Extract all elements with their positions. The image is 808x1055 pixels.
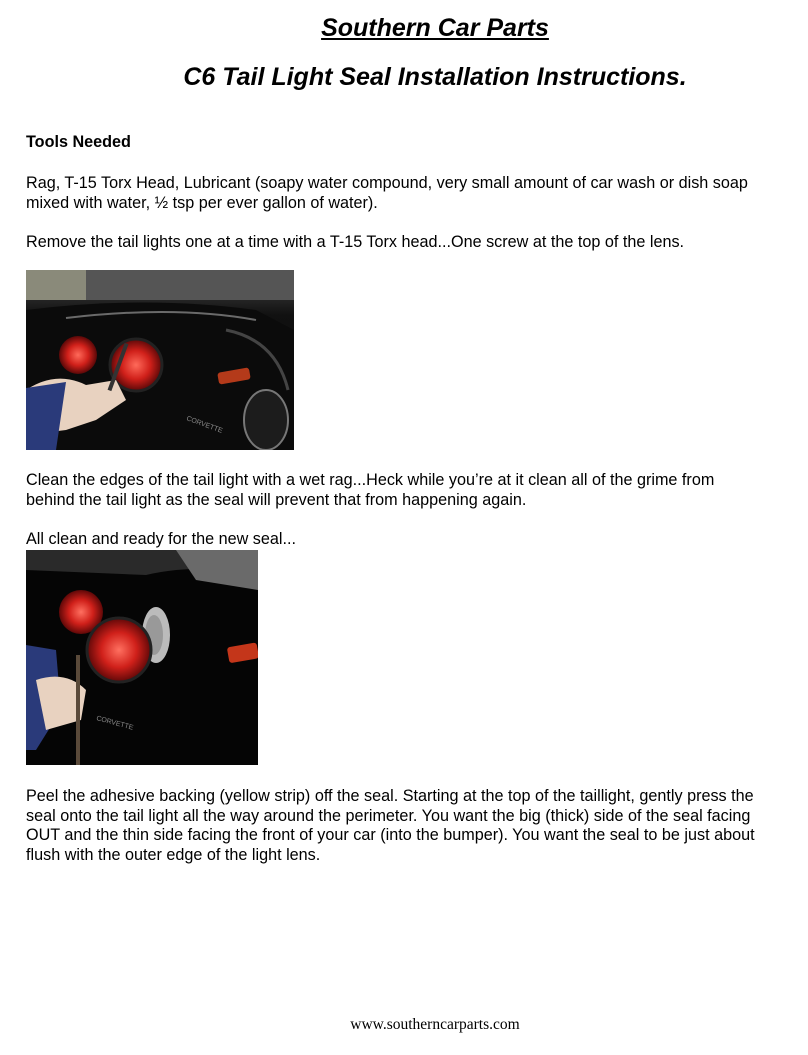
remove-instruction: Remove the tail lights one at a time with a T-15 Torx head...One screw at the top of the lens.: [26, 233, 685, 251]
photo-remove-tail-light: [26, 270, 294, 450]
photo-clean-tail-light: [26, 550, 258, 765]
footer-url: www.southerncarparts.com: [350, 1016, 520, 1033]
ready-caption: All clean and ready for the new seal...: [26, 530, 296, 548]
svg-text:CORVETTE: CORVETTE: [185, 415, 224, 435]
tools-heading: Tools Needed: [26, 133, 131, 151]
company-name: Southern Car Parts: [321, 14, 549, 42]
page-title: C6 Tail Light Seal Installation Instructions.: [183, 63, 687, 91]
tools-list: Rag, T-15 Torx Head, Lubricant (soapy water compound, very small amount of car wash or dish soap mixed with water, ½ tsp per ever gallon of water).: [26, 174, 748, 212]
clean-instruction: Clean the edges of the tail light with a wet rag...Heck while you’re at it clean all of the grime from behind the tail light as the seal will prevent that from happening again.: [26, 471, 715, 509]
peel-instruction: Peel the adhesive backing (yellow strip) off the seal. Starting at the top of the taillight, gently press the seal onto the tail light all the way around the perimeter. You want the big (thick) side of the seal facing OUT and the thin side facing the front of your car (into the bumper). You want the seal to be just about flush with the outer edge of the light lens.: [26, 787, 755, 864]
svg-text:CORVETTE: CORVETTE: [95, 715, 134, 732]
